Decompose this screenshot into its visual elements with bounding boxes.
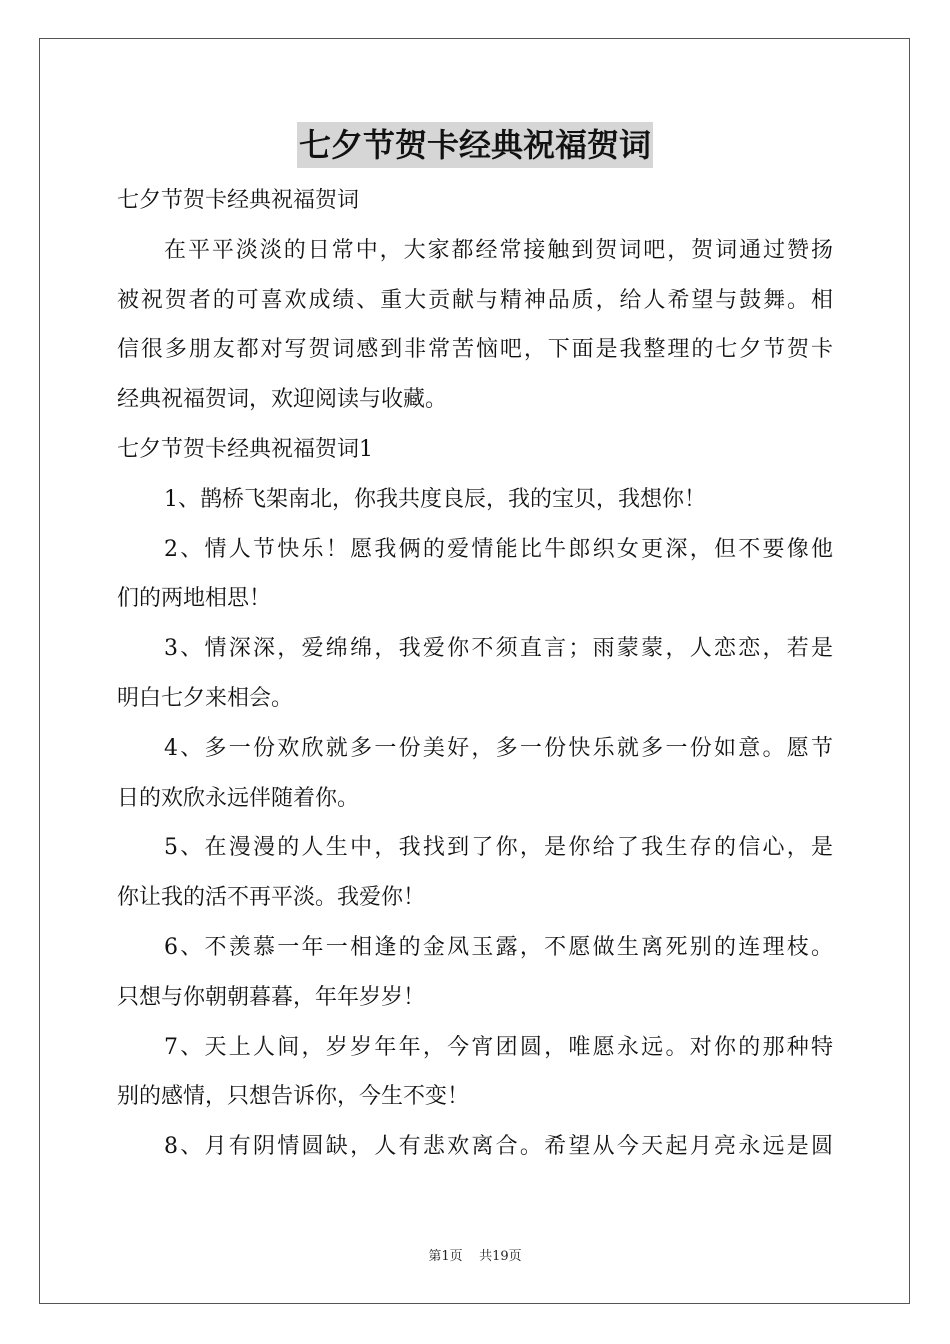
text-line: 别的感情，只想告诉你，今生不变！ [117, 1084, 470, 1110]
text-line: 七夕节贺卡经典祝福贺词1 [117, 436, 373, 462]
text-line: 日的欢欣永远伴随着你。 [117, 785, 360, 811]
text-line: 信很多朋友都对写贺词感到非常苦恼吧，下面是我整理的七夕节贺卡 [117, 337, 833, 363]
page-footer [0, 1248, 950, 1266]
page-number: 第1页 [428, 1249, 463, 1264]
text-line: 6、不羡慕一年一相逢的金凤玉露，不愿做生离死别的连理枝。 [164, 934, 833, 960]
document-title: 七夕节贺卡经典祝福贺词 [297, 122, 653, 168]
text-line: 经典祝福贺词，欢迎阅读与收藏。 [117, 387, 448, 413]
text-line: 5、在漫漫的人生中，我找到了你，是你给了我生存的信心，是 [164, 835, 833, 861]
footer-gap [463, 1249, 480, 1264]
text-line: 你让我的活不再平淡。我爱你！ [117, 885, 426, 911]
text-line: 们的两地相思！ [117, 586, 272, 612]
text-line: 在平平淡淡的日常中，大家都经常接触到贺词吧，贺词通过赞扬 [164, 237, 833, 263]
text-line: 7、天上人间，岁岁年年，今宵团圆，唯愿永远。对你的那种特 [164, 1034, 833, 1060]
text-line: 七夕节贺卡经典祝福贺词 [117, 188, 360, 213]
text-line: 4、多一份欢欣就多一份美好，多一份快乐就多一份如意。愿节 [164, 735, 833, 761]
text-line: 被祝贺者的可喜欢成绩、重大贡献与精神品质，给人希望与鼓舞。相 [117, 287, 833, 313]
title-wrap [0, 122, 950, 168]
text-line: 2、情人节快乐！愿我俩的爱情能比牛郎织女更深，但不要像他 [164, 536, 833, 562]
text-line: 明白七夕来相会。 [117, 685, 294, 711]
text-line: 1、鹊桥飞架南北，你我共度良辰，我的宝贝，我想你！ [164, 486, 706, 512]
text-line: 8、月有阴情圆缺，人有悲欢离合。希望从今天起月亮永远是圆 [164, 1134, 833, 1160]
text-line: 3、情深深，爱绵绵，我爱你不须直言；雨蒙蒙，人恋恋，若是 [164, 636, 833, 662]
document-body [117, 176, 833, 1172]
page-total: 共19页 [479, 1249, 522, 1264]
text-line: 只想与你朝朝暮暮，年年岁岁！ [117, 984, 426, 1010]
